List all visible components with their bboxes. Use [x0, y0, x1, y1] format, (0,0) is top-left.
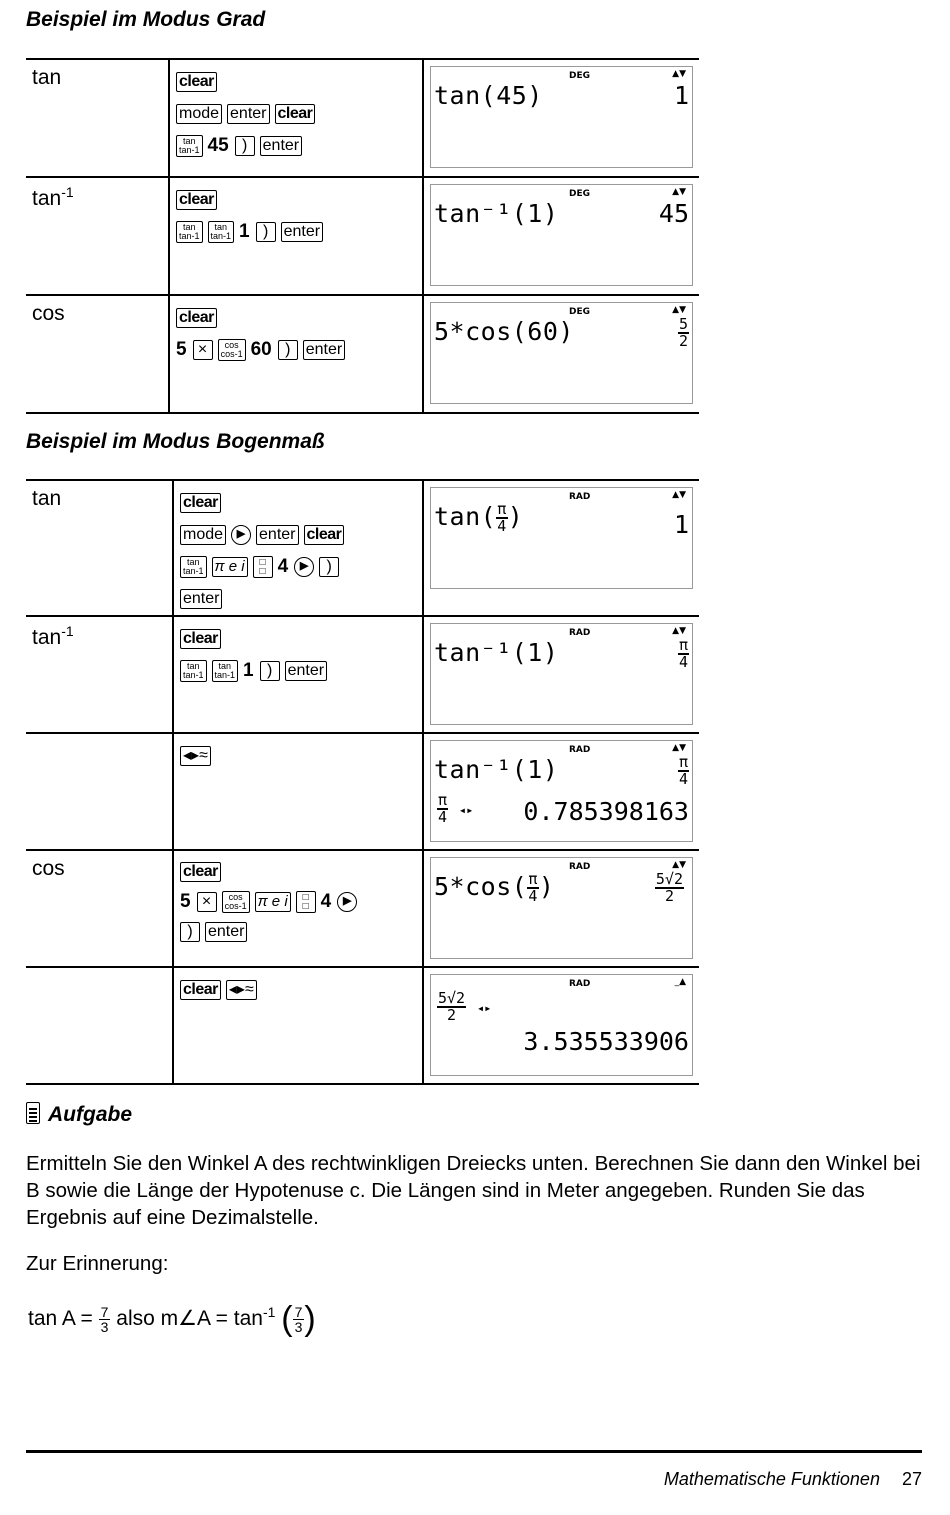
screen-cell [423, 480, 699, 616]
enter-key: enter [256, 525, 298, 545]
screen-cell [423, 850, 699, 967]
section-heading-radian: Beispiel im Modus Bogenmaß [26, 430, 325, 453]
enter-key: enter [281, 222, 323, 242]
clear-key: clear [176, 72, 217, 92]
tan-key: tan tan-1 [180, 660, 207, 682]
screen-cell [423, 177, 699, 295]
keystroke-cell: clear mode enter clear tan tan-1 45 ) enter [169, 59, 423, 177]
calculator-screen: DEG ▲▼ 5*cos(60) $\frac{5}{2}$ [430, 302, 693, 404]
screen-cell [423, 967, 699, 1084]
footer [664, 1469, 922, 1490]
calculator-screen: RAD ▲▼ tan⁻¹(1) $\frac{\pi}{4}$ $\frac{\pi}{4}$ ◂▸ 0.785398163 [430, 740, 693, 842]
footer-title: Mathematische Funktionen [663, 1469, 880, 1489]
tan-key: tan tan-1 [208, 221, 235, 243]
enter-key: enter [260, 136, 302, 156]
task-heading: Aufgabe [26, 1102, 132, 1127]
enter-key: enter [205, 922, 247, 942]
footer-rule [26, 1450, 922, 1453]
enter-key: enter [285, 661, 327, 681]
fraction-key: □ □ [253, 556, 273, 578]
right-arrow-icon: ▶ [231, 525, 251, 545]
clear-key: clear [180, 629, 221, 649]
function-cell: $\tan^{-1}$ [26, 616, 173, 733]
function-cell: $\tan^{-1}$ [26, 177, 169, 295]
calculator-screen: DEG ▲▼ tan(45) 1 [430, 66, 693, 168]
table-row [26, 616, 699, 733]
table-row [26, 177, 699, 295]
tan-key: tan tan-1 [180, 556, 207, 578]
calculator-screen: RAD ▲▼ 5*cos( $\frac{\pi}{4}$ ) $\frac{5√2}{2}$ [430, 857, 693, 959]
tan-key: tan tan-1 [212, 660, 239, 682]
section-heading-degree: Beispiel im Modus Grad [26, 8, 266, 31]
paren-key: ) [235, 136, 255, 156]
clear-key: clear [176, 190, 217, 210]
table-row [26, 480, 699, 616]
clear-key: clear [176, 308, 217, 328]
paren-key: ) [278, 340, 298, 360]
fraction-key: □ □ [296, 891, 316, 913]
keystroke-cell: clear tan tan-1tan tan-1 1 ) enter [173, 616, 423, 733]
task-paragraph: Ermitteln Sie den Winkel A des rechtwinkligen Dreiecks unten. Berechnen Sie dann den Winkel bei B sowie die Länge der Hypotenuse c. Die Längen sind in Meter angegeben. Runden Sie das Ergebnis auf eine Dezimalstelle. [26, 1152, 921, 1229]
tangent-formula: tan A = $\frac{7}{3}$ also m∠A = $\tan^{-1}$ ( $\frac{7}{3}$ ) [28, 1300, 316, 1338]
toggle-approx-key: ◂▸≈ [180, 746, 211, 766]
cos-key: cos cos-1 [222, 891, 250, 913]
calculator-screen: RAD _▲ $\frac{5√2}{2}$ ◂▸ 3.535533906 [430, 974, 693, 1076]
function-cell [26, 733, 173, 850]
clear-key: clear [180, 980, 221, 1000]
clear-key: clear [304, 525, 345, 545]
table-row [26, 850, 699, 967]
right-arrow-icon: ▶ [294, 557, 314, 577]
keystroke-cell: clear 5 × cos cos-1 π e i □ □ 4 ▶ ) enter [173, 850, 423, 967]
screen-cell [423, 733, 699, 850]
tan-key: tan tan-1 [176, 135, 203, 157]
times-key: × [197, 892, 217, 912]
mode-key: mode [176, 104, 222, 124]
paren-key: ) [256, 222, 276, 242]
keystroke-cell [173, 733, 423, 850]
enter-key: enter [303, 340, 345, 360]
calculator-screen: RAD ▲▼ tan( $\frac{\pi}{4}$ ) 1 [430, 487, 693, 589]
right-arrow-icon: ▶ [337, 892, 357, 912]
screen-cell [423, 616, 699, 733]
paren-key: ) [260, 661, 280, 681]
screen-cell [423, 59, 699, 177]
pi-key: π e i [212, 557, 248, 577]
function-cell: cos [26, 850, 173, 967]
table-row [26, 59, 699, 177]
calculator-icon [26, 1102, 40, 1124]
table-row [26, 967, 699, 1084]
page-number: 27 [901, 1469, 922, 1489]
toggle-approx-key: ◂▸≈ [226, 980, 257, 1000]
tan-key: tan tan-1 [176, 221, 203, 243]
table-row [26, 733, 699, 850]
degree-examples-table [26, 58, 699, 414]
paren-key: ) [319, 557, 339, 577]
function-cell: cos [26, 295, 169, 413]
times-key: × [193, 340, 213, 360]
pi-key: π e i [255, 892, 291, 912]
mode-key: mode [180, 525, 226, 545]
clear-key: clear [180, 862, 221, 882]
function-cell: tan [26, 480, 173, 616]
clear-key: clear [180, 493, 221, 513]
function-cell: tan [26, 59, 169, 177]
keystroke-cell [173, 967, 423, 1084]
keystroke-cell: clear 5 × cos cos-1 60 ) enter [169, 295, 423, 413]
cos-key: cos cos-1 [218, 339, 246, 361]
enter-key: enter [227, 104, 269, 124]
calculator-screen: RAD ▲▼ tan⁻¹(1) $\frac{\pi}{4}$ [430, 623, 693, 725]
calculator-screen: DEG ▲▼ tan⁻¹(1) 45 [430, 184, 693, 286]
reminder-text: Zur Erinnerung: [26, 1252, 169, 1275]
radian-examples-table [26, 479, 699, 1085]
paren-key: ) [180, 922, 200, 942]
table-row [26, 295, 699, 413]
enter-key: enter [180, 589, 222, 609]
screen-cell [423, 295, 699, 413]
keystroke-cell: clear mode ▶ enter clear tan tan-1 π e i □ □ 4 ▶ ) enter [173, 480, 423, 616]
clear-key: clear [275, 104, 316, 124]
function-cell [26, 967, 173, 1084]
keystroke-cell: clear tan tan-1tan tan-1 1 ) enter [169, 177, 423, 295]
